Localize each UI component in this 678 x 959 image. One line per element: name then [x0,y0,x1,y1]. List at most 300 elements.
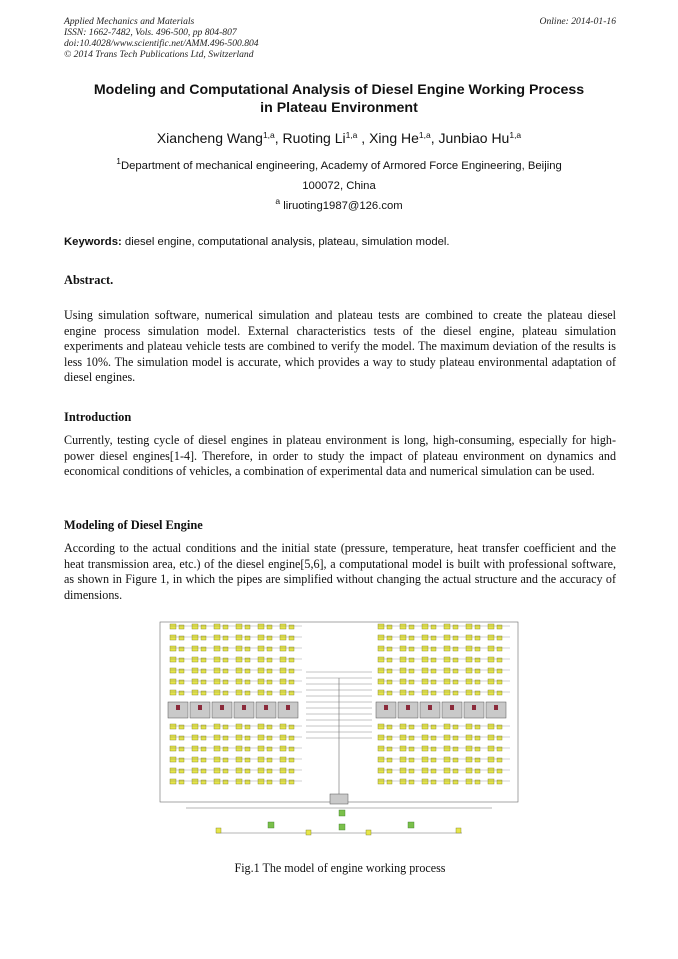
pipe-node [179,636,184,640]
injector-marker [242,705,246,710]
author-list: Xiancheng Wang$^{1,a}$, Ruoting Li$^{1,a}$ , Xing He$^{1,a}$, Junbiao Hu$^{1,a}$ [156,130,522,146]
pipe-node [400,635,406,640]
pipe-node [378,679,384,684]
pipe-node [422,724,428,729]
pipe-node [267,747,272,751]
pipe-node [466,635,472,640]
pipe-node [444,679,450,684]
pipe-node [258,746,264,751]
pipe-node [378,657,384,662]
outlet-node [339,824,345,830]
pipe-node [453,736,458,740]
pipe-node [409,780,414,784]
pipe-node [466,735,472,740]
pipe-node [236,735,242,740]
pipe-node [201,669,206,673]
pipe-node [431,658,436,662]
pipe-node [378,646,384,651]
pipe-node [236,624,242,629]
pipe-node [431,758,436,762]
pipe-node [179,647,184,651]
pipe-node [289,691,294,695]
pipe-node [192,735,198,740]
pipe-node [179,780,184,784]
abstract-heading: Abstract. [64,273,114,287]
affiliation-sup: 1 [116,156,121,166]
pipe-node [289,680,294,684]
pipe-node [267,780,272,784]
pipe-node [453,625,458,629]
pipe-node [170,679,176,684]
pipe-node [400,624,406,629]
pipe-node [497,647,502,651]
doi-line: doi:10.4028/www.scientific.net/AMM.496-500.804 [64,38,259,49]
pipe-node [497,736,502,740]
pipe-node [431,669,436,673]
pipe-node [214,668,220,673]
pipe-node [258,724,264,729]
pipe-node [201,725,206,729]
pipe-node [214,635,220,640]
pipe-node [258,657,264,662]
pipe-node [466,646,472,651]
pipe-node [466,724,472,729]
pipe-node [466,657,472,662]
injector-marker [428,705,432,710]
pipe-node [378,624,384,629]
pipe-node [387,669,392,673]
title-line-2: in Plateau Environment [260,100,418,116]
outlet-node [268,822,274,828]
pipe-node [431,636,436,640]
pipe-node [387,680,392,684]
pipe-node [267,769,272,773]
pipe-node [201,658,206,662]
pipe-node [170,757,176,762]
pipe-node [387,769,392,773]
keywords-label: Keywords: [64,236,122,248]
pipe-node [280,746,286,751]
pipe-node [497,769,502,773]
pipe-node [400,690,406,695]
pipe-node [475,658,480,662]
pipe-node [378,690,384,695]
pipe-node [497,747,502,751]
pipe-node [453,758,458,762]
pipe-node [179,736,184,740]
pipe-node [289,780,294,784]
pipe-node [409,680,414,684]
pipe-node [170,624,176,629]
pipe-node [431,736,436,740]
pipe-node [223,747,228,751]
keywords-text: diesel engine, computational analysis, plateau, simulation model. [124,236,450,248]
pipe-node [444,690,450,695]
pipe-node [366,830,371,835]
pipe-node [466,779,472,784]
pipe-node [475,625,480,629]
pipe-node [170,635,176,640]
email-line [58,198,620,214]
pipe-node [431,780,436,784]
pipe-node [170,668,176,673]
pipe-node [179,758,184,762]
pipe-node [400,757,406,762]
pipe-node [289,758,294,762]
pipe-node [267,736,272,740]
pipe-node [289,725,294,729]
pipe-node [214,757,220,762]
pipe-node [409,636,414,640]
affiliation-line-2: 100072, China [302,180,376,192]
pipe-node [444,635,450,640]
pipe-node [245,647,250,651]
pipe-node [431,691,436,695]
pipe-node [422,768,428,773]
pipe-node [422,635,428,640]
outlet-node [408,822,414,828]
pipe-node [280,779,286,784]
pipe-node [475,747,480,751]
pipe-node [258,735,264,740]
pipe-node [387,658,392,662]
author-sup: 1,a [345,130,358,140]
pipe-node [431,680,436,684]
pipe-node [236,690,242,695]
pipe-node [453,725,458,729]
pipe-node [422,746,428,751]
pipe-node [223,625,228,629]
pipe-node [258,779,264,784]
pipe-node [267,691,272,695]
pipe-node [378,779,384,784]
pipe-node [267,758,272,762]
pipe-node [453,680,458,684]
pipe-node [488,646,494,651]
pipe-node [223,691,228,695]
pipe-node [409,736,414,740]
pipe-node [280,735,286,740]
keywords [64,234,616,250]
pipe-node [453,747,458,751]
email-address[interactable]: liruoting1987@126.com [283,200,403,212]
pipe-node [497,780,502,784]
pipe-node [245,625,250,629]
online-date: Online: 2014-01-16 [539,16,616,27]
pipe-node [258,757,264,762]
pipe-node [488,668,494,673]
pipe-node [453,691,458,695]
pipe-node [453,658,458,662]
pipe-node [475,691,480,695]
pipe-node [400,724,406,729]
pipe-node [497,725,502,729]
pipe-node [431,769,436,773]
pipe-node [267,625,272,629]
pipe-node [409,669,414,673]
pipe-node [466,679,472,684]
pipe-node [289,647,294,651]
pipe-node [236,657,242,662]
pipe-node [387,636,392,640]
author-name: Junbiao Hu [438,130,510,146]
author-sup: 1,a [509,130,522,140]
introduction-heading: Introduction [64,410,132,424]
pipe-node [289,636,294,640]
pipe-node [409,769,414,773]
pipe-node [245,636,250,640]
pipe-node [400,768,406,773]
injector-marker [176,705,180,710]
pipe-node [245,747,250,751]
pipe-node [497,691,502,695]
pipe-node [245,658,250,662]
injector-marker [198,705,202,710]
pipe-node [475,680,480,684]
pipe-node [378,724,384,729]
pipe-node [223,636,228,640]
pipe-node [400,779,406,784]
pipe-node [201,736,206,740]
journal-header [64,16,616,60]
pipe-node [280,679,286,684]
pipe-node [214,768,220,773]
pipe-node [488,679,494,684]
pipe-node [267,636,272,640]
pipe-node [289,625,294,629]
pipe-node [267,647,272,651]
pipe-node [306,830,311,835]
pipe-node [488,657,494,662]
pipe-node [236,679,242,684]
pipe-node [444,646,450,651]
pipe-node [400,657,406,662]
pipe-node [223,780,228,784]
pipe-node [214,724,220,729]
pipe-node [497,625,502,629]
pipe-node [258,646,264,651]
pipe-node [245,758,250,762]
injector-marker [220,705,224,710]
pipe-node [201,780,206,784]
pipe-node [289,658,294,662]
copyright-line: © 2014 Trans Tech Publications Ltd, Switzerland [64,49,254,60]
pipe-node [245,691,250,695]
journal-name: Applied Mechanics and Materials [64,16,195,27]
pipe-node [214,735,220,740]
pipe-node [431,725,436,729]
pipe-node [453,769,458,773]
pipe-node [179,625,184,629]
pipe-node [466,624,472,629]
modeling-heading: Modeling of Diesel Engine [64,518,203,532]
pipe-node [201,758,206,762]
pipe-node [192,679,198,684]
pipe-node [422,624,428,629]
pipe-node [488,779,494,784]
pipe-node [289,747,294,751]
pipe-node [170,646,176,651]
pipe-node [387,625,392,629]
pipe-node [289,769,294,773]
pipe-node [497,758,502,762]
pipe-node [422,657,428,662]
pipe-node [170,768,176,773]
injector-marker [406,705,410,710]
introduction-text: Currently, testing cycle of diesel engines in plateau environment is long, high-consuming, especially for high-power diesel engines[1-4]. Therefore, in order to study the impact of plateau environment on dynamics and economical conditions of vehicles, a combination of experimental data and numerical simulation can be used. [64,433,616,479]
pipe-node [378,635,384,640]
pipe-node [431,625,436,629]
figure-caption: Fig.1 The model of engine working process [234,861,446,875]
pipe-node [475,647,480,651]
pipe-node [280,646,286,651]
pipe-node [466,768,472,773]
pipe-node [170,724,176,729]
pipe-node [409,747,414,751]
pipe-node [378,746,384,751]
affiliation-line-1: Department of mechanical engineering, Academy of Armored Force Engineering, Beijing [120,160,562,172]
pipe-node [280,768,286,773]
pipe-node [192,746,198,751]
modeling-text: According to the actual conditions and the initial state (pressure, temperature, heat transfer coefficient and the heat transmission area, etc.) of the diesel engine[5,6], a computational model is built with professional software, as shown in Figure 1, in which the pipes are simplified without changing the actual structure and the accuracy of dimensions. [64,541,616,602]
pipe-node [387,780,392,784]
pipe-node [258,635,264,640]
engine-model-diagram [156,618,522,850]
pipe-node [179,658,184,662]
pipe-node [497,658,502,662]
pipe-node [192,635,198,640]
pipe-node [170,779,176,784]
pipe-node [236,757,242,762]
pipe-node [409,758,414,762]
pipe-node [201,680,206,684]
pipe-node [400,668,406,673]
pipe-node [214,679,220,684]
pipe-node [409,647,414,651]
engine-block [330,794,348,804]
pipe-node [400,679,406,684]
pipe-node [444,735,450,740]
pipe-node [236,746,242,751]
pipe-node [201,691,206,695]
pipe-node [245,669,250,673]
pipe-node [488,690,494,695]
pipe-node [258,624,264,629]
abstract-text: Using simulation software, numerical simulation and plateau tests are combined to create the plateau diesel engine process simulation model. External characteristics tests of the diesel engine, plateau simulation experiments and plateau vehicle tests are combined to verify the model. The maximum deviation of the results is less 10%. The simulation model is accurate, which provides a way to study plateau environmental adaptation of diesel engines. [64,308,616,385]
pipe-node [216,828,221,833]
pipe-node [466,690,472,695]
pipe-node [223,758,228,762]
pipe-node [214,746,220,751]
pipe-node [466,746,472,751]
pipe-node [170,690,176,695]
pipe-node [192,624,198,629]
pipe-node [387,758,392,762]
pipe-node [280,724,286,729]
pipe-node [192,657,198,662]
pipe-node [444,768,450,773]
pipe-node [488,757,494,762]
pipe-node [422,646,428,651]
pipe-node [475,780,480,784]
pipe-node [236,724,242,729]
pipe-node [409,658,414,662]
pipe-node [488,635,494,640]
pipe-node [267,658,272,662]
pipe-node [192,646,198,651]
pipe-node [192,668,198,673]
pipe-node [280,690,286,695]
pipe-node [236,668,242,673]
pipe-node [258,768,264,773]
pipe-node [422,779,428,784]
issn-line: ISSN: 1662-7482, Vols. 496-500, pp 804-807 [64,27,237,38]
pipe-node [236,768,242,773]
outlet-node [339,810,345,816]
pipe-node [289,669,294,673]
author-name: Ruoting Li [282,130,346,146]
pipe-node [223,658,228,662]
pipe-node [179,680,184,684]
pipe-node [488,724,494,729]
pipe-node [223,647,228,651]
pipe-node [453,636,458,640]
pipe-node [378,668,384,673]
pipe-node [453,647,458,651]
pipe-node [387,736,392,740]
title-line-1: Modeling and Computational Analysis of Diesel Engine Working Process [93,82,585,98]
pipe-node [488,624,494,629]
pipe-node [245,769,250,773]
pipe-node [214,646,220,651]
pipe-node [280,635,286,640]
author-name: Xing He [369,130,419,146]
pipe-node [267,725,272,729]
pipe-node [201,647,206,651]
pipe-node [466,757,472,762]
pipe-node [179,769,184,773]
pipe-node [223,680,228,684]
pipe-node [422,735,428,740]
pipe-node [245,780,250,784]
pipe-node [444,657,450,662]
pipe-node [387,747,392,751]
pipe-node [179,725,184,729]
pipe-node [400,746,406,751]
pipe-node [378,757,384,762]
pipe-node [192,757,198,762]
author-sup: 1,a [418,130,431,140]
pipe-node [214,779,220,784]
pipe-node [214,657,220,662]
pipe-node [475,736,480,740]
pipe-node [236,646,242,651]
paper-title [58,81,620,117]
pipe-node [236,779,242,784]
pipe-node [214,624,220,629]
pipe-node [378,768,384,773]
pipe-node [431,647,436,651]
pipe-node [280,657,286,662]
pipe-node [201,747,206,751]
injector-marker [384,705,388,710]
pipe-node [456,828,461,833]
pipe-node [170,735,176,740]
pipe-node [409,625,414,629]
pipe-node [488,768,494,773]
pipe-node [223,725,228,729]
pipe-node [497,669,502,673]
